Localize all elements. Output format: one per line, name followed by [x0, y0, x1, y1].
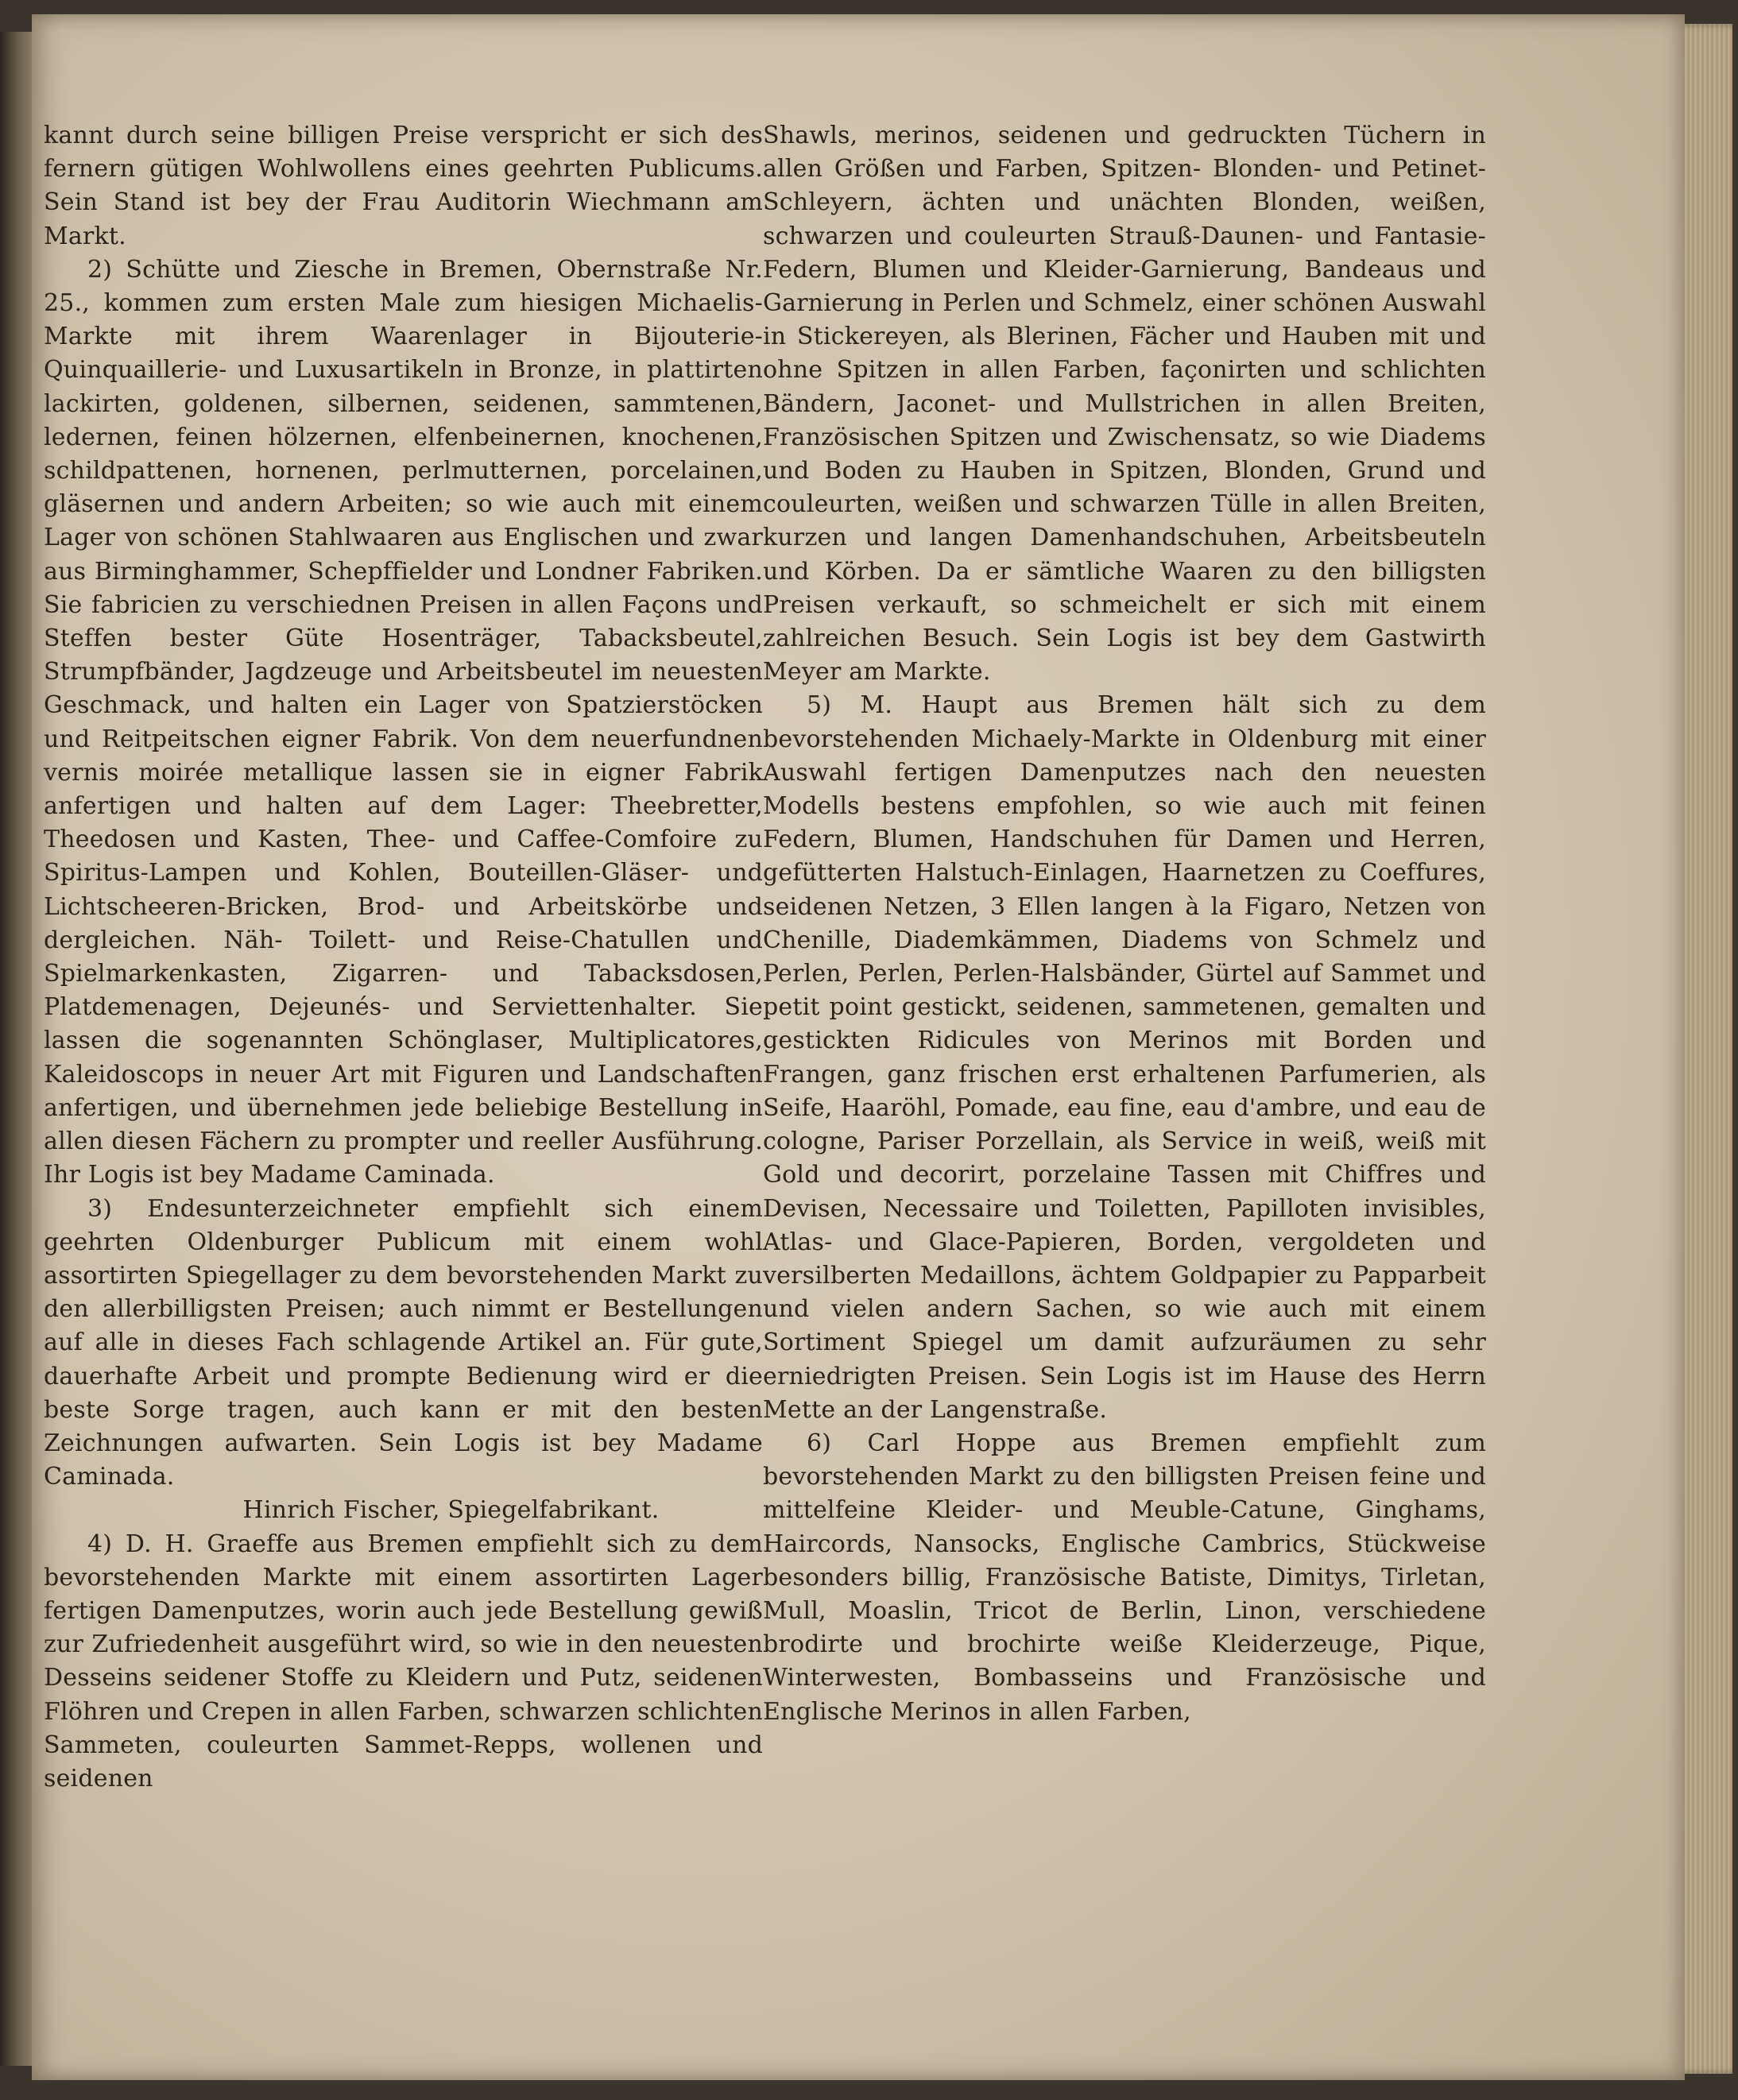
paragraph-advert-4-continued: Shawls, merinos, seidenen und gedruckten Tüchern in allen Größen und Farben, Spitzen- Blonden- und Petinet-Schleyern, ächten und unächten Blonden, weißen, schwarzen und couleurten Strauß-Daunen- und Fantasie-Federn, Blumen und Kleider-Garnierung, Bandeaus und Garnierung in Perlen und Schmelz, einer schönen Auswahl in Stickereyen, als Blerinen, Fächer und Hauben mit und ohne Spitzen in allen Farben, façonirten und schlichten Bändern, Jaconet- und Mullstrichen in allen Breiten, Französischen Spitzen und Zwischensatz, so wie Diadems und Boden zu Hauben in Spitzen, Blonden, Grund und couleurten, weißen und schwarzen Tülle in allen Breiten, kurzen und langen Damenhandschuhen, Arbeitsbeuteln und Körben. Da er sämtliche Waaren zu den billigsten Preisen verkauft, so schmeichelt er sich mit einem zahlreichen Besuch. Sein Logis ist bey dem Gastwirth Meyer am Markte.	[763, 122, 1486, 686]
paragraph-advert-2: 2) Schütte und Ziesche in Bremen, Obernstraße Nr. 25., kommen zum ersten Male zum hiesigen Michaelis-Markte mit ihrem Waarenlager in Bijouterie-Quinquaillerie- und Luxusartikeln in Bronze, in plattirten lackirten, goldenen, silbernen, seidenen, sammtenen, ledernen, feinen hölzernen, elfenbeinernen, knochenen, schildpattenen, hornenen, perlmutternen, porcelainen, gläsernen und andern Arbeiten; so wie auch mit einem Lager von schönen Stahlwaaren aus Englischen und zwar aus Birminghammer, Schepffielder und Londner Fabriken. Sie fabricien zu verschiednen Preisen in allen Façons und Steffen bester Güte Hosenträger, Tabacksbeutel, Strumpfbänder, Jagdzeuge und Arbeitsbeutel im neuesten Geschmack, und halten ein Lager von Spatzierstöcken und Reitpeitschen eigner Fabrik. Von dem neuerfundnen vernis moirée metallique lassen sie in eigner Fabrik anfertigen und halten auf dem Lager: Theebretter, Theedosen und Kasten, Thee- und Caffee-Comfoire zu Spiritus-Lampen und Kohlen, Bouteillen-Gläser- und Lichtscheeren-Bricken, Brod- und Arbeitskörbe und dergleichen. Näh- Toilett- und Reise-Chatullen und Spielmarkenkasten, Zigarren- und Tabacksdosen, Platdemenagen, Dejeunés- und Serviettenhalter. Sie lassen die sogenannten Schönglaser, Multiplicatores, Kaleidoscops in neuer Art mit Figuren und Landschaften anfertigen, und übernehmen jede beliebige Bestellung in allen diesen Fächern zu prompter und reeller Ausführung. Ihr Logis ist bey Madame Caminada.	[44, 255, 763, 1189]
paragraph-advert-6: 6) Carl Hoppe aus Bremen empfiehlt zum bevorstehenden Markt zu den billigsten Preisen feine und mittelfeine Kleider- und Meuble-Catune, Ginghams, Haircords, Nansocks, Englische Cambrics, Stückweise besonders billig, Französische Batiste, Dimitys, Tirletan, Mull, Moaslin, Tricot de Berlin, Linon, verschiedene brodirte und brochirte weiße Kleiderzeuge, Pique, Winterwesten, Bombasseins und Französische und Englische Merinos in allen Farben,	[763, 1429, 1486, 1726]
previous-page-edge	[0, 32, 32, 2066]
right-text-column	[763, 119, 1486, 1729]
signature-line: Hinrich Fischer, Spiegelfabrikant.	[242, 1496, 660, 1525]
paragraph-advert-4: 4) D. H. Graeffe aus Bremen empfiehlt sich zu dem bevorstehenden Markte mit einem assortirten Lager fertigen Damenputzes, worin auch jede Bestellung gewiß zur Zufriedenheit ausgeführt wird, so wie in den neuesten Desseins seidener Stoffe zu Kleidern und Putz, seidenen Flöhren und Crepen in allen Farben, schwarzen schlichten Sammeten, couleurten Sammet-Repps, wollenen und seidenen	[44, 1530, 763, 1793]
left-text-column	[44, 119, 763, 1796]
paragraph-advert-3: 3) Endesunterzeichneter empfiehlt sich einem geehrten Oldenburger Publicum mit einem wohl assortirten Spiegellager zu dem bevorstehenden Markt zu den allerbilligsten Preisen; auch nimmt er Bestellungen auf alle in dieses Fach schlagende Artikel an. Für gute, dauerhafte Arbeit und prompte Bedienung wird er die beste Sorge tragen, auch kann er mit den besten Zeichnungen aufwarten. Sein Logis ist bey Madame Caminada.	[44, 1194, 763, 1491]
paragraph-advert-5: 5) M. Haupt aus Bremen hält sich zu dem bevorstehenden Michaely-Markte in Oldenburg mit einer Auswahl fertigen Damenputzes nach den neuesten Modells bestens empfohlen, so wie auch mit feinen Federn, Blumen, Handschuhen für Damen und Herren, gefütterten Halstuch-Einlagen, Haarnetzen zu Coeffures, seidenen Netzen, 3 Ellen langen à la Figaro, Netzen von Chenille, Diademkämmen, Diadems von Schmelz und Perlen, Perlen, Perlen-Halsbänder, Gürtel auf Sammet und petit point gestickt, seidenen, sammetenen, gemalten und gestickten Ridicules von Merinos mit Borden und Frangen, ganz frischen erst erhaltenen Parfumerien, als Seife, Haaröhl, Pomade, eau fine, eau d'ambre, und eau de cologne, Pariser Porzellain, als Service in weiß, weiß mit Gold und decorirt, porzelaine Tassen mit Chiffres und Devisen, Necessaire und Toiletten, Papilloten invisibles, Atlas- und Glace-Papieren, Borden, vergoldeten und versilberten Medaillons, ächtem Goldpapier zu Papparbeit und vielen andern Sachen, so wie auch mit einem Sortiment Spiegel um damit aufzuräumen zu sehr erniedrigten Preisen. Sein Logis ist im Hause des Herrn Mette an der Langenstraße.	[763, 691, 1486, 1424]
paragraph-continuation: kannt durch seine billigen Preise verspricht er sich des fernern gütigen Wohlwollens eines geehrten Publicums. Sein Stand ist bey der Frau Auditorin Wiechmann am Markt.	[44, 122, 763, 250]
